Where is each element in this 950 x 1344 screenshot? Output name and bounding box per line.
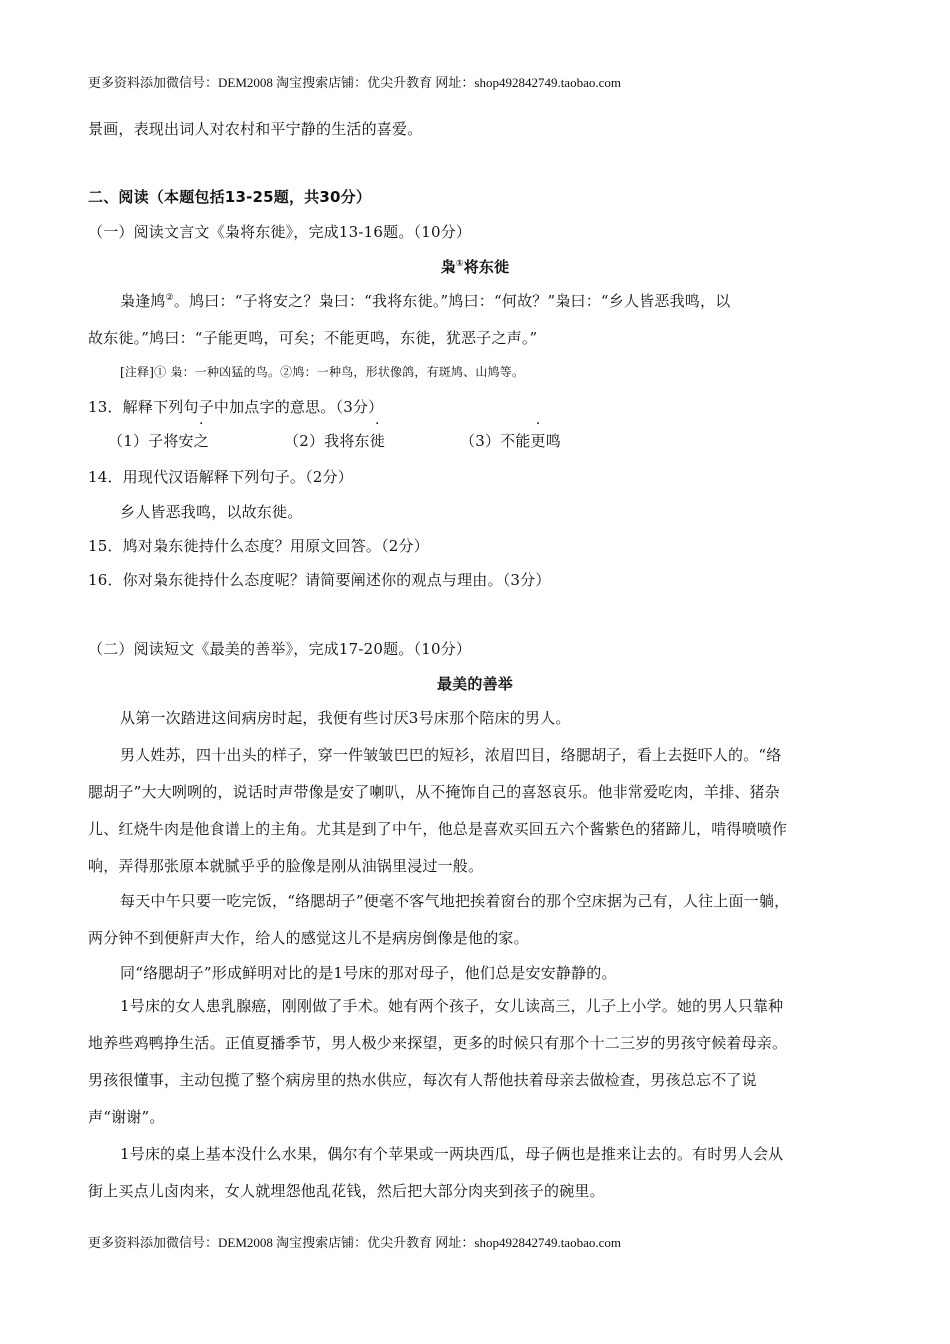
passage-line: 腮胡子”大大咧咧的，说话时声带像是安了喇叭，从不掩饰自己的喜怒哀乐。他非常爱吃肉，羊排、猪杂 xyxy=(88,783,780,801)
page-header: 更多资料添加微信号：DEM2008 淘宝搜索店铺：优尖升教育 网址：shop492842749.taobao.com xyxy=(88,75,621,90)
part1-heading: （一）阅读文言文《枭将东徙》，完成13-16题。（10分） xyxy=(88,223,472,241)
passage-line: 响，弄得那张原本就腻乎乎的脸像是刚从油锅里浸过一般。 xyxy=(88,857,484,875)
passage-line: 两分钟不到便鼾声大作，给人的感觉这儿不是病房倒像是他的家。 xyxy=(88,929,529,947)
passage-line: 同“络腮胡子”形成鲜明对比的是1号床的那对母子，他们总是安安静静的。 xyxy=(120,964,617,982)
passage-line: 1号床的女人患乳腺癌，刚刚做了手术。她有两个孩子，女儿读高三，儿子上小学。她的男人只靠种 xyxy=(120,997,784,1015)
part2-passage-title: 最美的善举 xyxy=(436,675,513,693)
part1-passage-title: 枭①将东徙 xyxy=(440,258,510,276)
emphasis-dot-char: 徙 xyxy=(369,432,385,450)
section-title: 二、阅读（本题包括13-25题，共30分） xyxy=(88,188,372,206)
passage-line: 每天中午只要一吃完饭，“络腮胡子”便毫不客气地把挨着窗台的那个空床据为己有，人往上面一躺， xyxy=(120,892,790,910)
question-16: 16．你对枭东徙持什么态度呢？请简要阐述你的观点与理由。（3分） xyxy=(88,571,551,589)
passage-line: 男人姓苏，四十出头的样子，穿一件皱皱巴巴的短衫，浓眉凹目，络腮胡子，看上去挺吓人的。“络 xyxy=(120,746,782,764)
passage-line: 声“谢谢”。 xyxy=(88,1108,165,1126)
passage-line: 男孩很懂事，主动包揽了整个病房里的热水供应，每次有人帮他扶着母亲去做检查，男孩总忘不了说 xyxy=(88,1071,757,1089)
question-13-item-2: （2）我将东徙 xyxy=(284,432,385,450)
emphasis-dot-char: 更 xyxy=(530,432,546,450)
passage-paragraph-cont: 故东徙。”鸠曰：“子能更鸣，可矣；不能更鸣，东徙，犹恶子之声。” xyxy=(88,329,538,347)
question-13-item-3: （3）不能更鸣 xyxy=(460,432,561,450)
part2-heading: （二）阅读短文《最美的善举》，完成17-20题。（10分） xyxy=(88,640,472,658)
passage-paragraph: 枭逢鸠②。鸠曰：“子将安之？枭曰：“我将东徙。”鸠曰：“何故？”枭曰：“乡人皆恶我鸣，以 xyxy=(120,292,731,310)
question-13-item-1: （1）子将安之 xyxy=(108,432,209,450)
intro-text: 景画，表现出词人对农村和平宁静的生活的喜爱。 xyxy=(88,120,423,138)
annotation-note: [注释]① 枭：一种凶猛的鸟。②鸠：一种鸟，形状像鸽，有斑鸠、山鸠等。 xyxy=(120,365,525,379)
emphasis-dot-char: 之 xyxy=(193,432,209,450)
page-footer: 更多资料添加微信号：DEM2008 淘宝搜索店铺：优尖升教育 网址：shop492842749.taobao.com xyxy=(88,1235,621,1250)
question-14-sentence: 乡人皆恶我鸣，以故东徙。 xyxy=(120,503,303,521)
question-14: 14．用现代汉语解释下列句子。（2分） xyxy=(88,468,353,486)
passage-line: 从第一次踏进这间病房时起，我便有些讨厌3号床那个陪床的男人。 xyxy=(120,709,571,727)
passage-line: 儿、红烧牛肉是他食谱上的主角。尤其是到了中午，他总是喜欢买回五六个酱紫色的猪蹄儿，啃得喷喷作 xyxy=(88,820,788,838)
passage-line: 地养些鸡鸭挣生活。正值夏播季节，男人极少来探望，更多的时候只有那个十二三岁的男孩守候着母亲。 xyxy=(88,1034,788,1052)
passage-line: 1号床的桌上基本没什么水果，偶尔有个苹果或一两块西瓜，母子俩也是推来让去的。有时男人会从 xyxy=(120,1145,784,1163)
passage-line: 街上买点儿卤肉来，女人就埋怨他乱花钱，然后把大部分肉夹到孩子的碗里。 xyxy=(88,1182,605,1200)
question-15: 15．鸠对枭东徙持什么态度？用原文回答。（2分） xyxy=(88,537,429,555)
question-13: 13．解释下列句子中加点字的意思。（3分） xyxy=(88,398,384,416)
